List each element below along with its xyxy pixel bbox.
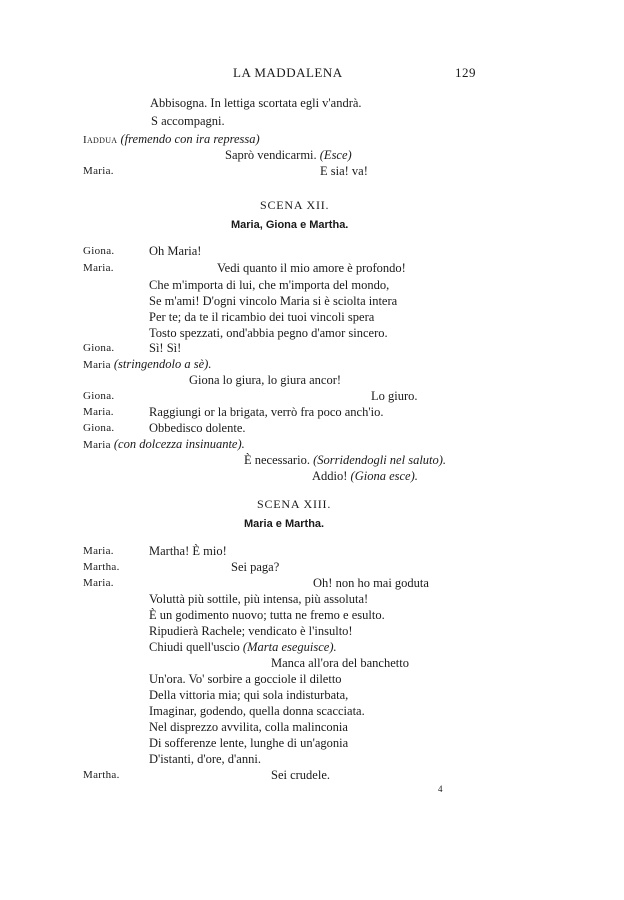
- verse-line: Martha! È mio!: [149, 544, 227, 558]
- stage-direction: (con dolcezza insinuante).: [113, 437, 245, 451]
- verse-line: Abbisogna. In lettiga scortata egli v'andrà.: [150, 96, 362, 110]
- verse-line: Giona lo giura, lo giura ancor!: [189, 373, 342, 387]
- stage-direction: (fremendo con ira repressa): [120, 132, 260, 146]
- verse-line: [225, 148, 352, 163]
- verse-line: Imaginar, godendo, quella donna scacciata.: [149, 704, 365, 718]
- verse-line: Che m'importa di lui, che m'importa del mondo,: [149, 278, 390, 292]
- signature-mark: 4: [438, 784, 443, 794]
- verse-line: Della vittoria mia; qui sola indisturbata,: [149, 688, 349, 702]
- verse-line: E sia! va!: [320, 164, 368, 178]
- speaker-name: Maria.: [83, 165, 114, 177]
- speaker-name: Maria.: [83, 545, 114, 557]
- speaker-name: Maria.: [83, 406, 114, 418]
- stage-direction: (stringendolo a sè).: [113, 357, 212, 371]
- verse-text: È necessario.: [244, 453, 310, 467]
- speaker-name: Maria: [83, 359, 111, 371]
- verse-line: Vedi quanto il mio amore è profondo!: [217, 261, 406, 275]
- page-number: 129: [455, 65, 476, 80]
- verse-line: Oh! non ho mai goduta: [313, 576, 429, 590]
- verse-line: Sei paga?: [231, 560, 280, 574]
- speaker-name: Maria: [83, 439, 111, 451]
- verse-line: Nel disprezzo avvilita, colla malinconia: [149, 720, 348, 734]
- speaker-name: Maria.: [83, 262, 114, 274]
- verse-line: Ripudierà Rachele; vendicato è l'insulto!: [149, 624, 353, 638]
- verse-line: Sì! Sì!: [149, 341, 182, 355]
- speaker-name: Martha.: [83, 769, 120, 781]
- verse-line: [244, 453, 446, 468]
- speaker-name: Giona.: [83, 422, 115, 434]
- verse-line: [149, 640, 337, 655]
- verse-line: Se m'ami! D'ogni vincolo Maria si è sciolta intera: [149, 294, 398, 308]
- verse-line: È un godimento nuovo; tutta ne fremo e esulto.: [149, 608, 385, 622]
- verse-line: Obbedisco dolente.: [149, 421, 246, 435]
- verse-text: Saprò vendicarmi.: [225, 148, 317, 162]
- running-head: LA MADDALENA: [233, 65, 343, 80]
- stage-direction: (Esce): [319, 148, 352, 162]
- verse-line: Un'ora. Vo' sorbire a gocciole il diletto: [149, 672, 342, 686]
- verse-line: Manca all'ora del banchetto: [271, 656, 409, 670]
- scene-characters: Maria e Martha.: [244, 518, 325, 530]
- stage-direction: (Giona esce).: [350, 469, 418, 483]
- speaker-name: Giona.: [83, 342, 115, 354]
- verse-line: [312, 469, 418, 484]
- verse-line: Tosto spezzati, ond'abbia pegno d'amor sincero.: [149, 326, 388, 340]
- stage-direction: (Marta eseguisce).: [242, 640, 337, 654]
- speaker-name: Giona.: [83, 390, 115, 402]
- verse-line: D'istanti, d'ore, d'anni.: [149, 752, 261, 766]
- verse-line: Di sofferenze lente, lunghe di un'agonia: [149, 736, 349, 750]
- speech-line: [83, 437, 245, 452]
- speech-line: [83, 357, 211, 372]
- verse-line: Per te; da te il ricambio dei tuoi vincoli spera: [149, 310, 375, 324]
- scene-title: SCENA XII.: [260, 198, 330, 212]
- verse-line: Oh Maria!: [149, 244, 202, 258]
- scene-title: SCENA XIII.: [257, 497, 332, 511]
- verse-line: Voluttà più sottile, più intensa, più assoluta!: [149, 592, 369, 606]
- scene-characters: Maria, Giona e Martha.: [231, 219, 349, 231]
- verse-text: Addio!: [312, 469, 348, 483]
- verse-line: Raggiungi or la brigata, verrò fra poco anch'io.: [149, 405, 384, 419]
- verse-line: S accompagni.: [151, 114, 225, 128]
- speaker-name: Giona.: [83, 245, 115, 257]
- speech-line: [83, 132, 260, 147]
- speaker-name: Maria.: [83, 577, 114, 589]
- verse-line: Lo giuro.: [371, 389, 418, 403]
- verse-text: Chiudi quell'uscio: [149, 640, 240, 654]
- speaker-name: Martha.: [83, 561, 120, 573]
- stage-direction: (Sorridendogli nel saluto).: [313, 453, 447, 467]
- speaker-name: Iaddua: [83, 134, 118, 146]
- verse-line: Sei crudele.: [271, 768, 331, 782]
